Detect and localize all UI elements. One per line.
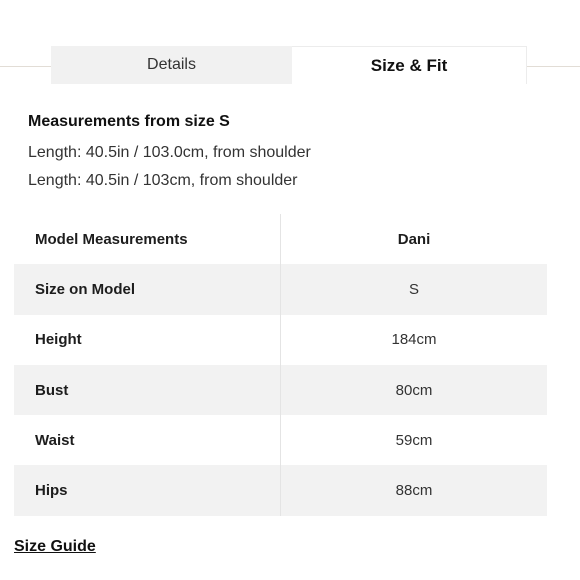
model-measurements-table <box>14 214 547 516</box>
tab-bar <box>51 46 527 84</box>
row-label: Height <box>35 331 82 349</box>
measurement-line: Length: 40.5in / 103.0cm, from shoulder <box>28 144 311 161</box>
row-value: S <box>408 280 419 298</box>
header-label: Model Measurements <box>35 230 188 248</box>
row-value: 80cm <box>395 381 433 399</box>
row-label: Waist <box>35 431 75 449</box>
row-value: 88cm <box>395 482 433 500</box>
measurements-section <box>28 112 311 195</box>
row-label: Hips <box>35 482 68 500</box>
size-guide-link[interactable]: Size Guide <box>14 538 96 555</box>
row-value: 184cm <box>391 331 437 349</box>
measurements-title: Measurements from size S <box>28 113 230 130</box>
row-label: Size on Model <box>35 280 136 298</box>
measurement-line: Length: 40.5in / 103cm, from shoulder <box>28 172 298 189</box>
header-model-name: Dani <box>397 230 431 248</box>
tab-size-fit[interactable]: Size & Fit <box>292 46 527 84</box>
row-value: 59cm <box>395 431 433 449</box>
column-divider <box>280 214 281 516</box>
row-label: Bust <box>35 381 69 399</box>
tab-details[interactable]: Details <box>51 46 292 84</box>
